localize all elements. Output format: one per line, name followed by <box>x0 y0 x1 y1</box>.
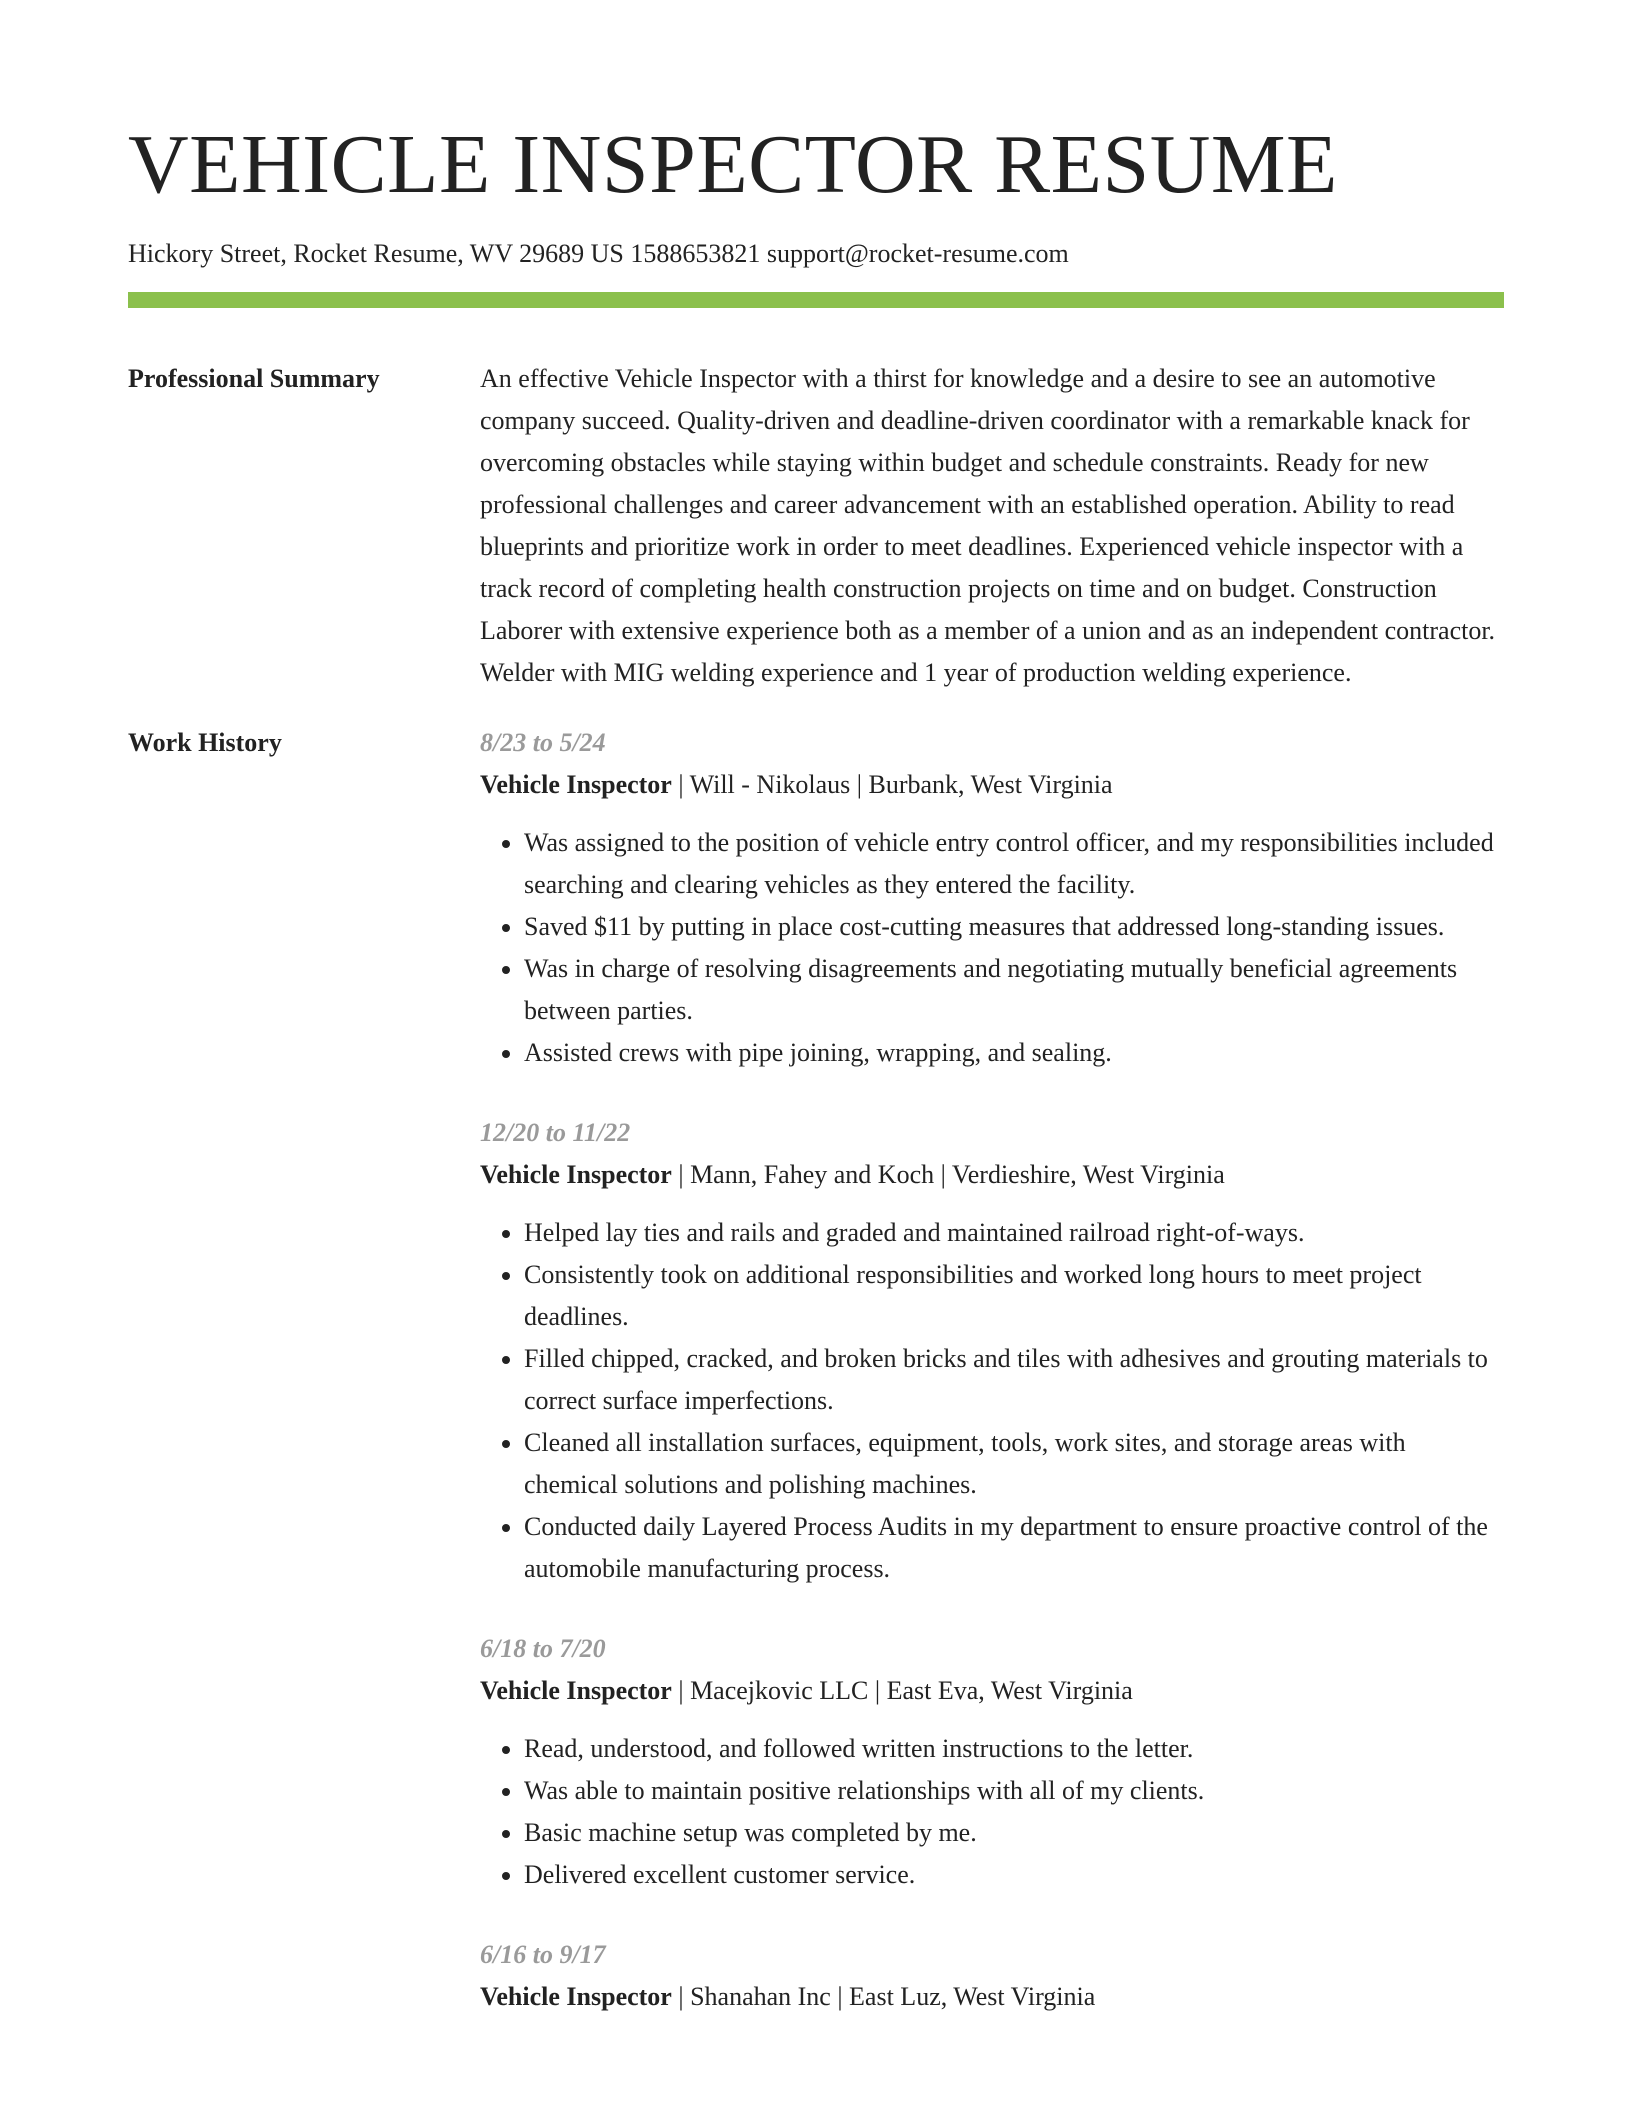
job-employer-location: | Will - Nikolaus | Burbank, West Virginia <box>671 770 1113 799</box>
job-dates: 6/18 to 7/20 <box>480 1634 606 1663</box>
job-entry <box>480 1934 1504 2018</box>
summary-text: An effective Vehicle Inspector with a thirst for knowledge and a desire to see an automotive company succeed. Quality-driven and deadline-driven coordinator with a remarkable knack for overcoming obstacles while staying within budget and schedule constraints. Ready for new professional challenges and career advancement with an established operation. Ability to read blueprints and prioritize work in order to meet deadlines. Experienced vehicle inspector with a track record of completing health construction projects on time and on budget. Construction Laborer with extensive experience both as a member of a union and as an independent contractor. Welder with MIG welding experience and 1 year of production welding experience. <box>480 364 1496 687</box>
job-bullet: • Basic machine setup was completed by me. <box>524 1812 1504 1854</box>
job-bullet: • Consistently took on additional responsibilities and worked long hours to meet project deadlines. <box>524 1254 1504 1338</box>
job-bullet: • Cleaned all installation surfaces, equipment, tools, work sites, and storage areas with chemical solutions and polishing machines. <box>524 1422 1504 1506</box>
job-entry <box>480 1112 1504 1590</box>
job-title: Vehicle Inspector <box>480 1982 672 2011</box>
job-bullet: • Was able to maintain positive relationships with all of my clients. <box>524 1770 1504 1812</box>
professional-summary-section <box>128 358 1504 694</box>
job-bullet: • Filled chipped, cracked, and broken bricks and tiles with adhesives and grouting materials to correct surface imperfections. <box>524 1338 1504 1422</box>
job-bullet: • Was assigned to the position of vehicle entry control officer, and my responsibilities included searching and clearing vehicles as they entered the facility. <box>524 822 1504 906</box>
summary-body <box>480 358 1504 694</box>
job-bullet: • Read, understood, and followed written instructions to the letter. <box>524 1728 1504 1770</box>
resume-title: VEHICLE INSPECTOR RESUME <box>128 118 1338 211</box>
section-label-work-history: Work History <box>128 728 282 757</box>
job-title: Vehicle Inspector <box>480 770 672 799</box>
job-title: Vehicle Inspector <box>480 1676 672 1705</box>
job-employer-location: | Shanahan Inc | East Luz, West Virginia <box>671 1982 1096 2011</box>
section-label-summary: Professional Summary <box>128 364 380 393</box>
job-dates: 6/16 to 9/17 <box>480 1940 606 1969</box>
accent-divider <box>128 292 1504 308</box>
job-bullet-list <box>480 822 1504 1074</box>
job-heading <box>480 1976 1504 2018</box>
job-employer-location: | Mann, Fahey and Koch | Verdieshire, West Virginia <box>671 1160 1225 1189</box>
job-heading <box>480 764 1504 806</box>
job-bullet-list <box>480 1728 1504 1896</box>
resume-page <box>128 110 1504 2056</box>
job-entry <box>480 722 1504 1074</box>
job-bullet: • Conducted daily Layered Process Audits in my department to ensure proactive control of the automobile manufacturing process. <box>524 1506 1504 1590</box>
job-heading <box>480 1670 1504 1712</box>
job-bullet-list <box>480 1212 1504 1590</box>
job-bullet: • Helped lay ties and rails and graded and maintained railroad right-of-ways. <box>524 1212 1504 1254</box>
work-history-body <box>480 722 1504 2056</box>
work-history-section <box>128 722 1504 2056</box>
job-title: Vehicle Inspector <box>480 1160 672 1189</box>
job-dates: 8/23 to 5/24 <box>480 728 606 757</box>
job-bullet: • Was in charge of resolving disagreements and negotiating mutually beneficial agreements between parties. <box>524 948 1504 1032</box>
job-bullet: • Saved $11 by putting in place cost-cutting measures that addressed long-standing issues. <box>524 906 1504 948</box>
contact-line: Hickory Street, Rocket Resume, WV 29689 US 1588653821 support@rocket-resume.com <box>128 239 1069 268</box>
job-entry <box>480 1628 1504 1896</box>
job-employer-location: | Macejkovic LLC | East Eva, West Virginia <box>671 1676 1133 1705</box>
job-bullet: • Assisted crews with pipe joining, wrapping, and sealing. <box>524 1032 1504 1074</box>
job-heading <box>480 1154 1504 1196</box>
job-dates: 12/20 to 11/22 <box>480 1118 631 1147</box>
job-bullet: • Delivered excellent customer service. <box>524 1854 1504 1896</box>
